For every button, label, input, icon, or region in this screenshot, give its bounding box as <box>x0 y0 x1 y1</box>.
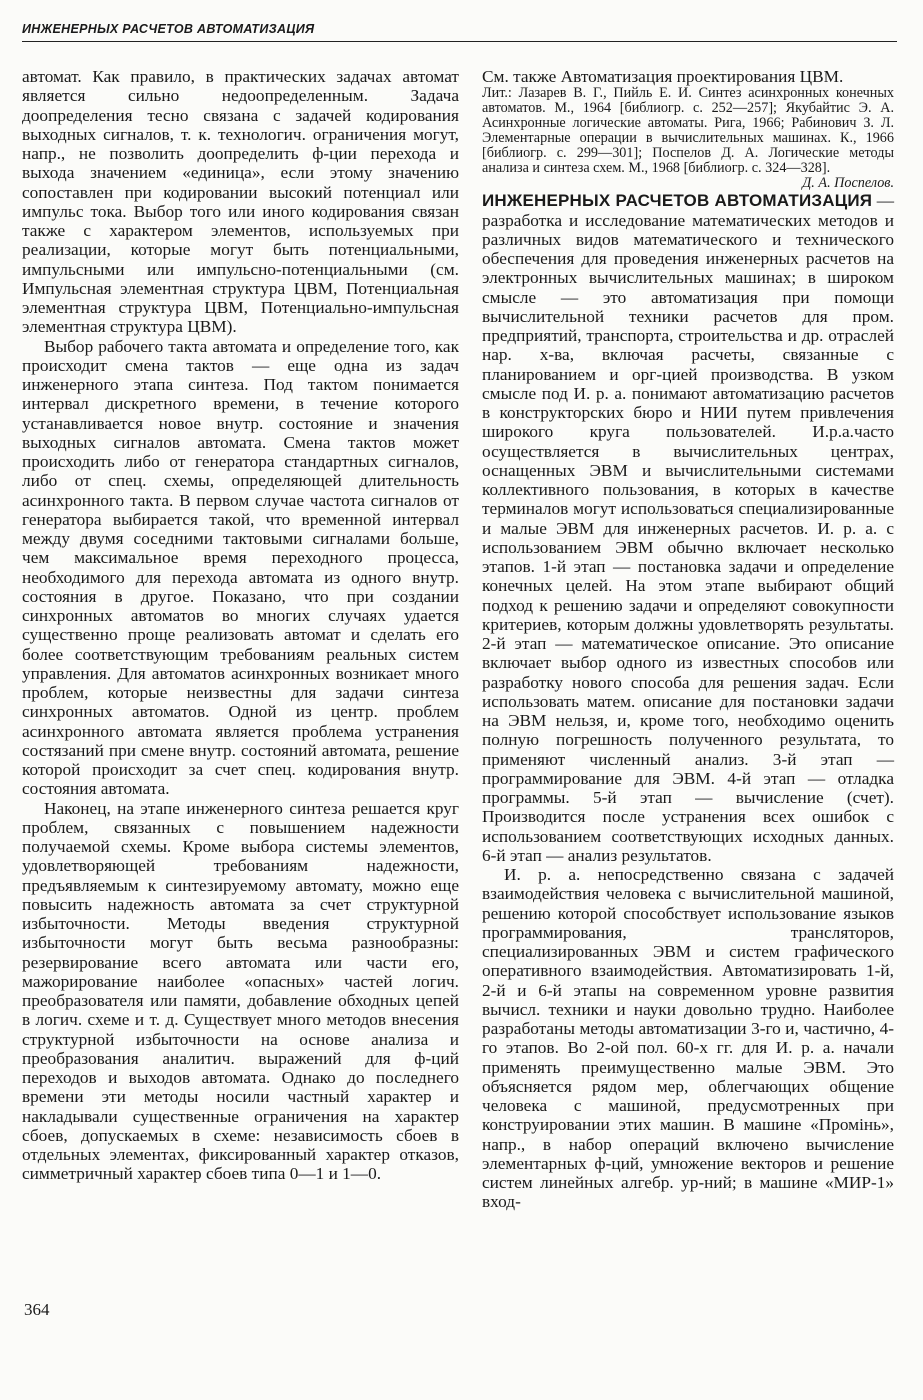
entry-body: — разработка и исследование математических методов и различных видов математического и технического обеспечения для проведения инженерных расчетов на электронных вычислительных машинах; в широком смысле — это автоматизация при помощи вычислительной техники расчетов для пром. предприятий, транспорта, строительства и др. отраслей нар. х-ва, включая расчеты, связанные с планированием и орг-цией производства. В узком смысле под И. р. а. понимают автоматизацию расчетов в конструкторских бюро и НИИ путем привлечения широкого круга пользователей. И.р.а.часто осуществляется в вычислительных центрах, оснащенных ЭВМ и вычислительными системами коллективного пользования, в которых в качестве терминалов могут использоваться специализированные и малые ЭВМ для инженерных расчетов. И. р. а. с использованием ЭВМ обычно включает несколько этапов. 1-й этап — постановка задачи и определение конечных целей. На этом этапе выбирают общий подход к решению задачи и определяют совокупности критериев, которым должны удовлетворять результаты. 2-й этап — математическое описание. Это описание включает выбор одного из известных способов или разработку нового способа для решения задач. Если использовать матем. описание для постановки задачи на ЭВМ нельзя, и, кроме того, необходимо оценить полную погрешность полученного результата, то применяют численный анализ. 3-й этап — программирование для ЭВМ. 4-й этап — отладка программы. 5-й этап — вычисление (счет). Производится после устранения всех ошибок с использованием соответствующих исходных данных. 6-й этап — анализ результатов. <box>482 191 894 865</box>
page-number: 364 <box>24 1300 50 1319</box>
paragraph: автомат. Как правило, в практических задачах автомат является сильно недоопределенным. Задача доопределения тесно связана с задачей кодирования выходных сигналов, т. к. технологич. ограничения могут, напр., не позволить доопределить ф-ции перехода и выхода значением «единица», если этому значению сопоставлен при кодировании высокий потенциал или импульс тока. Выбор того или иного кодирования связан также с характером элементов, используемых при реализации, которые могут быть потенциальными, импульсными или импульсно-потенциальными (см. Импульсная элементная структура ЦВМ, Потенциальная элементная структура ЦВМ, Потенциально-импульсная элементная структура ЦВМ). <box>22 67 459 337</box>
paragraph: И. р. а. непосредственно связана с задачей взаимодействия человека с вычислительной машиной, решению которой способствует использование языков программирования, трансляторов, специализированных ЭВМ и систем графического оперативного взаимодействия. Автоматизировать 1-й, 2-й и 6-й этапы на современном уровне развития вычисл. техники и науки довольно трудно. Наиболее разработаны методы автоматизации 3-го и, частично, 4-го этапов. Во 2-ой пол. 60-х гг. для И. р. а. начали применять преимущественно малые ЭВМ. Это объясняется рядом мер, облегчающих общение человека с машиной, предусмотренных при конструировании этих машин. В машине «Промінь», напр., в набор операций включено вычисление элементарных ф-ций, умножение векторов и решение систем линейных алгебр. ур-ний; в машине «МИР-1» вход- <box>482 865 894 1212</box>
entry-paragraph <box>482 191 894 865</box>
left-column <box>22 67 459 1184</box>
see-also: См. также Автоматизация проектирования ЦВМ. <box>482 67 844 86</box>
right-column <box>482 67 894 1212</box>
entry-title: ИНЖЕНЕРНЫХ РАСЧЕТОВ АВТОМАТИЗАЦИЯ <box>482 191 873 211</box>
literature-references: Лит.: Лазарев В. Г., Пийль Е. И. Синтез асинхронных конечных автоматов. М., 1964 [библиогр. с. 252—257]; Якубайтис Э. А. Асинхронные логические автоматы. Рига, 1966; Рабинович З. Л. Элементарные операции в вычислительных машинах. К., 1966 [библиогр. с. 299—301]; Поспелов Д. А. Логические методы анализа и синтеза схем. М., 1968 [библиогр. с. 324—328]. <box>482 85 894 177</box>
paragraph: Наконец, на этапе инженерного синтеза решается круг проблем, связанных с повышением надежности получаемой схемы. Кроме выбора системы элементов, удовлетворяющей требованиям надежности, предъявляемым к синтезируемому автомату, можно еще повысить надежность автомата за счет структурной избыточности. Методы введения структурной избыточности могут быть весьма разнообразны: резервирование всего автомата или части его, мажорирование наиболее «опасных» частей логич. преобразователя или памяти, добавление обходных цепей в логич. схеме и т. д. Существует много методов внесения структурной избыточности на основе анализа и преобразования аналитич. выражений для ф-ций переходов и выходов автомата. Однако до последнего времени эти методы носили частный характер и накладывали существенные ограничения на характер сбоев, допускаемых в схеме: независимость сбоев в отдельных элементах, фиксированный характер отказов, симметричный характер сбоев типа 0—1 и 1—0. <box>22 798 459 1184</box>
paragraph: Выбор рабочего такта автомата и определение того, как происходит смена тактов — еще одна из задач инженерного этапа синтеза. Под тактом понимается интервал дискретного времени, в течение которого устанавливается новое внутр. состояние и значения выходных сигналов автомата. Смена тактов может происходить либо от генератора стандартных сигналов, либо от спец. схемы, определяющей длительность асинхронного такта. В первом случае частота сигналов от генератора выбирается такой, что временной интервал между двумя соседними тактовыми сигналами больше, чем максимальное время переходного процесса, необходимого для перехода автомата из одного внутр. состояния в другое. Показано, что при создании синхронных автоматов во многих случаях удается существенно проще реализовать автомат и сделать его более соответствующим требованиям реальных систем управления. Для автоматов асинхронных возникает много проблем, которые неизвестны для задачи синтеза синхронных автоматов. Одной из центр. проблем асинхронного автомата является проблема устранения состязаний при смене внутр. состояний автомата, решение которой происходит за счет спец. кодирования внутр. состояния автомата. <box>22 336 459 799</box>
running-header: ИНЖЕНЕРНЫХ РАСЧЕТОВ АВТОМАТИЗАЦИЯ <box>22 22 897 42</box>
author-signature: Д. А. Поспелов. <box>802 175 894 192</box>
